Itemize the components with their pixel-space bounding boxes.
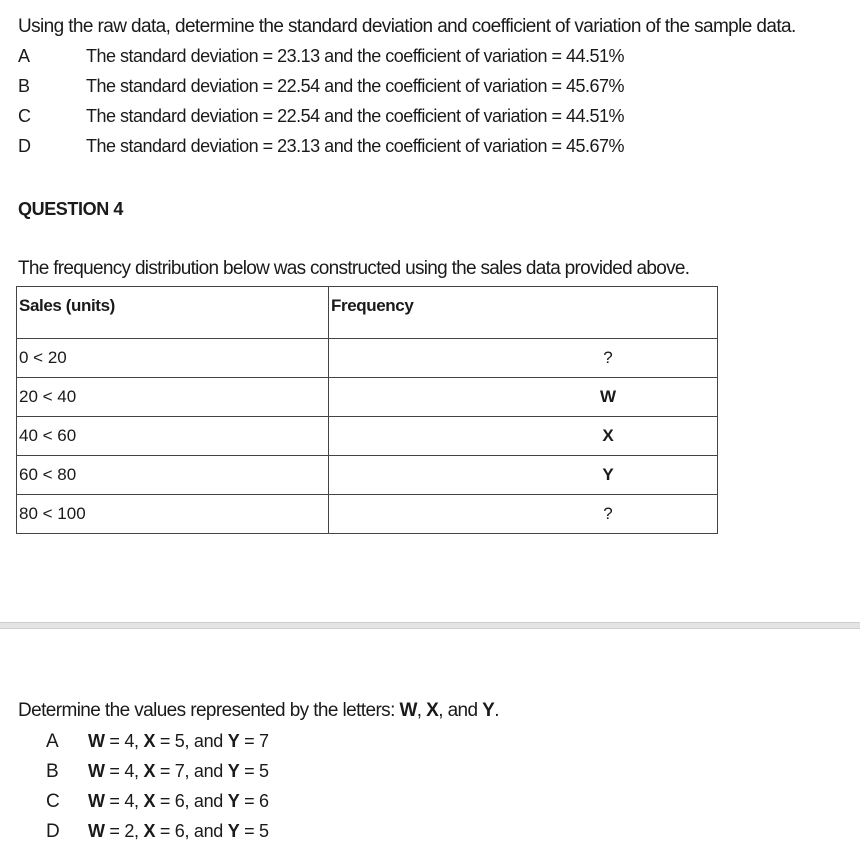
table-row bbox=[17, 417, 718, 456]
option-text: = 5, and bbox=[155, 731, 228, 751]
option-text: The standard deviation = 23.13 and the coefficient of variation = 45.67% bbox=[86, 136, 625, 156]
header-frequency: Frequency bbox=[329, 287, 718, 339]
var-w: W bbox=[88, 731, 105, 751]
option-text: The standard deviation = 22.54 and the coefficient of variation = 44.51% bbox=[86, 106, 625, 126]
var-y: Y bbox=[227, 821, 240, 841]
q4-option-a[interactable] bbox=[46, 731, 269, 753]
q4-option-d[interactable] bbox=[46, 821, 269, 843]
option-letter: A bbox=[18, 46, 30, 66]
option-letter: C bbox=[18, 106, 31, 126]
frequency-value: Y bbox=[329, 456, 718, 495]
class-interval: 80 < 100 bbox=[17, 495, 329, 534]
table-row bbox=[17, 378, 718, 417]
var-w: W bbox=[88, 791, 105, 811]
q3-option-d[interactable] bbox=[18, 136, 624, 157]
option-letter: B bbox=[46, 761, 59, 782]
var-w: W bbox=[88, 761, 105, 781]
option-text: The standard deviation = 22.54 and the coefficient of variation = 45.67% bbox=[86, 76, 625, 96]
section-divider bbox=[0, 622, 860, 629]
q3-option-a[interactable] bbox=[18, 46, 624, 67]
class-interval: 60 < 80 bbox=[17, 456, 329, 495]
table-row bbox=[17, 339, 718, 378]
option-letter: D bbox=[18, 136, 31, 156]
option-letter: A bbox=[46, 731, 59, 752]
option-letter: C bbox=[46, 791, 60, 812]
prompt-letter-y: Y bbox=[482, 700, 495, 721]
var-w: W bbox=[88, 821, 105, 841]
prompt-text: . bbox=[494, 700, 499, 721]
header-sales-units: Sales (units) bbox=[17, 287, 329, 339]
prompt-text: , and bbox=[438, 700, 483, 721]
option-text: The standard deviation = 23.13 and the coefficient of variation = 44.51% bbox=[86, 46, 625, 66]
frequency-value: W bbox=[329, 378, 718, 417]
frequency-value: ? bbox=[329, 339, 718, 378]
option-letter: D bbox=[46, 821, 60, 842]
option-text: = 5 bbox=[239, 821, 269, 841]
table-header-row bbox=[17, 287, 718, 339]
option-text: = 6, and bbox=[155, 821, 228, 841]
question-4-prompt bbox=[18, 700, 499, 722]
option-text: = 7, and bbox=[155, 761, 228, 781]
prompt-text: , bbox=[416, 700, 427, 721]
question-4-heading: QUESTION 4 bbox=[18, 199, 124, 219]
option-text: = 5 bbox=[239, 761, 269, 781]
q4-option-c[interactable] bbox=[46, 791, 269, 813]
option-text: = 6 bbox=[239, 791, 269, 811]
var-y: Y bbox=[227, 731, 240, 751]
table-row bbox=[17, 495, 718, 534]
option-text: = 7 bbox=[239, 731, 269, 751]
q3-option-c[interactable] bbox=[18, 106, 624, 127]
prompt-letter-x: X bbox=[426, 700, 439, 721]
table-row bbox=[17, 456, 718, 495]
option-text: = 4, bbox=[104, 791, 144, 811]
var-x: X bbox=[143, 791, 156, 811]
option-text: = 6, and bbox=[155, 791, 228, 811]
question-4-intro: The frequency distribution below was constructed using the sales data provided above. bbox=[18, 258, 690, 279]
frequency-value: ? bbox=[329, 495, 718, 534]
question-3-text: Using the raw data, determine the standard deviation and coefficient of variation of the sample data. bbox=[18, 16, 796, 37]
option-text: = 4, bbox=[104, 761, 144, 781]
q3-option-b[interactable] bbox=[18, 76, 624, 97]
var-x: X bbox=[143, 731, 156, 751]
option-letter: B bbox=[18, 76, 30, 96]
prompt-text: Determine the values represented by the letters: bbox=[18, 700, 400, 721]
class-interval: 20 < 40 bbox=[17, 378, 329, 417]
class-interval: 40 < 60 bbox=[17, 417, 329, 456]
frequency-value: X bbox=[329, 417, 718, 456]
option-text: = 2, bbox=[104, 821, 144, 841]
option-text: = 4, bbox=[104, 731, 144, 751]
prompt-letter-w: W bbox=[399, 700, 417, 721]
var-x: X bbox=[143, 761, 156, 781]
var-y: Y bbox=[227, 791, 240, 811]
frequency-table bbox=[16, 286, 718, 534]
q4-option-b[interactable] bbox=[46, 761, 269, 783]
class-interval: 0 < 20 bbox=[17, 339, 329, 378]
var-y: Y bbox=[227, 761, 240, 781]
var-x: X bbox=[143, 821, 156, 841]
